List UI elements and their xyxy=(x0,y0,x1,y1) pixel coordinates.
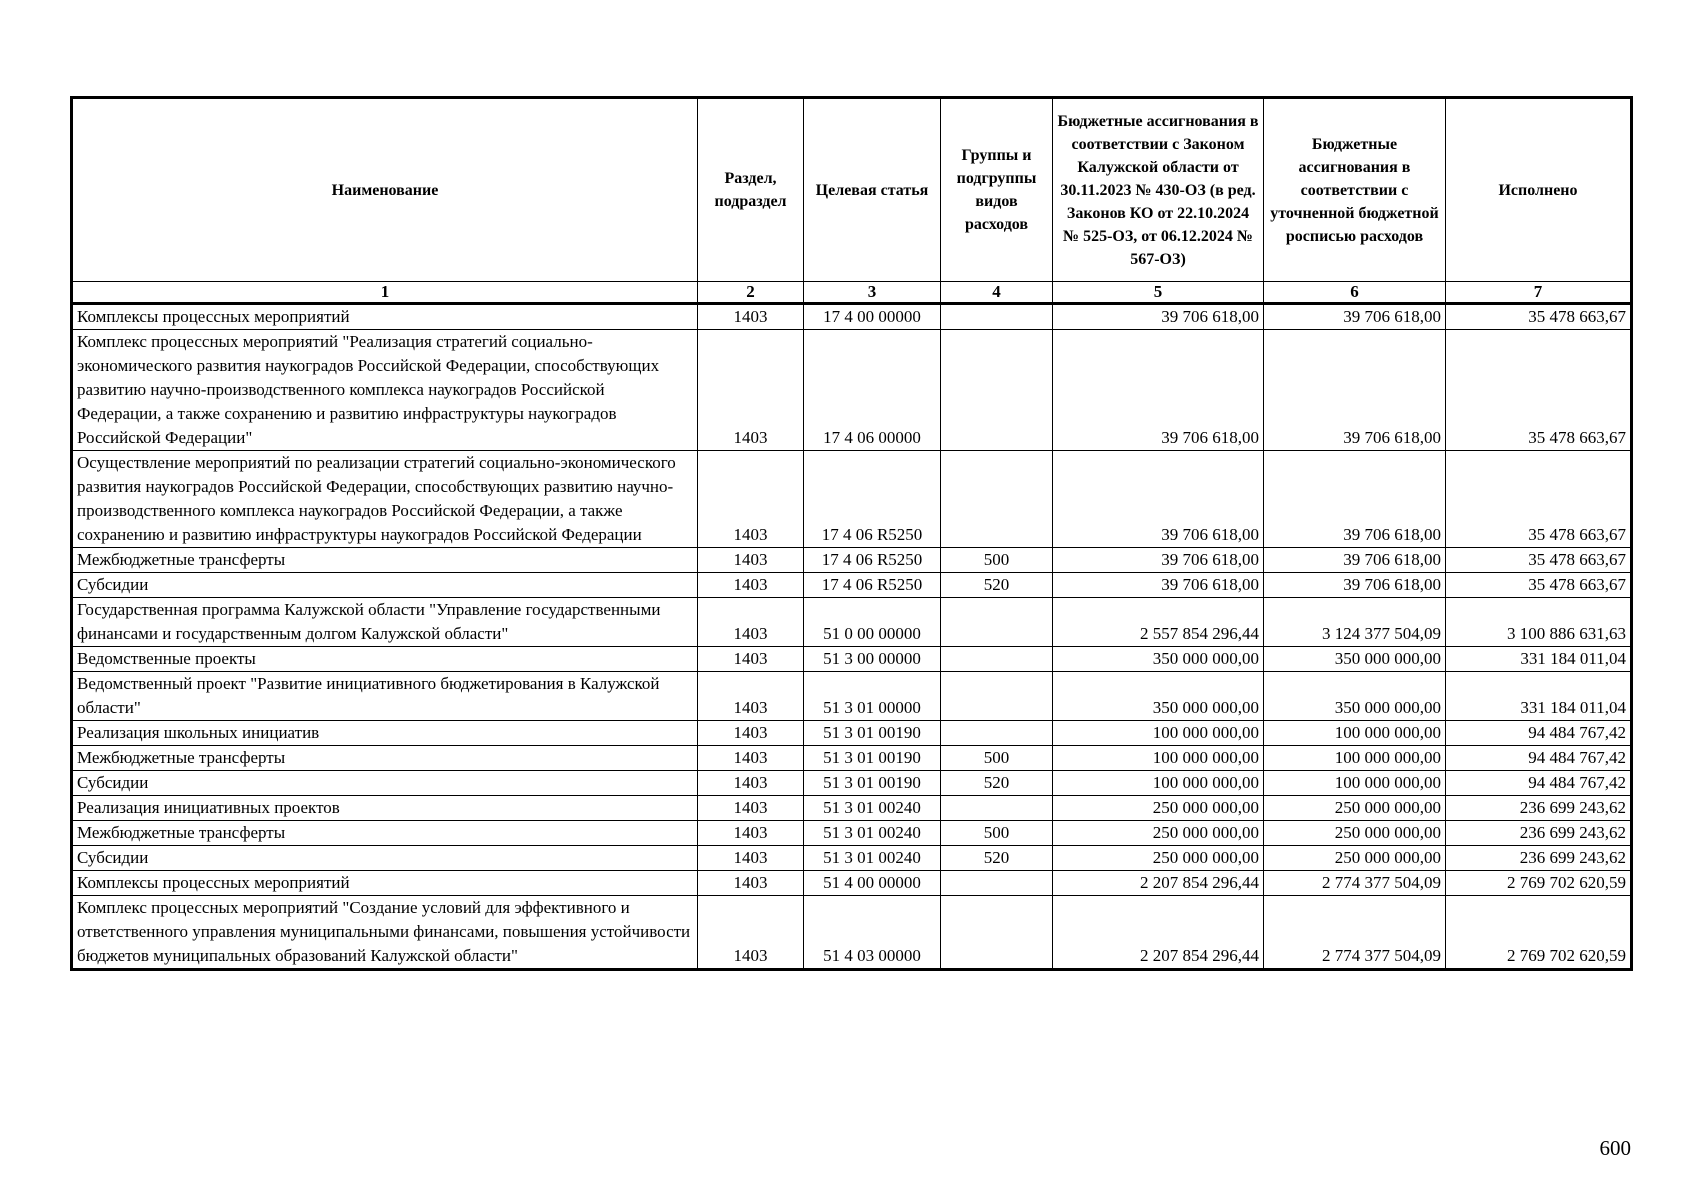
cell-ispolneno: 35 478 663,67 xyxy=(1446,548,1632,573)
cell-razdel: 1403 xyxy=(698,721,804,746)
table-row xyxy=(72,598,1632,647)
cell-celevaya-statya: 17 4 06 00000 xyxy=(804,330,941,451)
cell-ispolneno: 3 100 886 631,63 xyxy=(1446,598,1632,647)
cell-ispolneno: 94 484 767,42 xyxy=(1446,746,1632,771)
cell-razdel: 1403 xyxy=(698,796,804,821)
cell-budget-rospis: 3 124 377 504,09 xyxy=(1264,598,1446,647)
cell-budget-rospis: 2 774 377 504,09 xyxy=(1264,896,1446,970)
cell-celevaya-statya: 51 3 01 00240 xyxy=(804,821,941,846)
cell-ispolneno: 236 699 243,62 xyxy=(1446,821,1632,846)
cell-name: Межбюджетные трансферты xyxy=(72,746,698,771)
cell-celevaya-statya: 17 4 06 R5250 xyxy=(804,548,941,573)
cell-budget-law: 100 000 000,00 xyxy=(1053,746,1264,771)
cell-vid-rashodov: 520 xyxy=(941,573,1053,598)
cell-ispolneno: 35 478 663,67 xyxy=(1446,573,1632,598)
header-budget-law: Бюджетные ассигнования в соответствии с Законом Калужской области от 30.11.2023 № 430-ОЗ (в ред. Законов КО от 22.10.2024 № 525-ОЗ, от 06.12.2024 № 567-ОЗ) xyxy=(1053,98,1264,282)
cell-razdel: 1403 xyxy=(698,746,804,771)
cell-razdel: 1403 xyxy=(698,672,804,721)
cell-name: Реализация инициативных проектов xyxy=(72,796,698,821)
cell-vid-rashodov xyxy=(941,330,1053,451)
cell-vid-rashodov xyxy=(941,451,1053,548)
cell-budget-law: 250 000 000,00 xyxy=(1053,846,1264,871)
column-number: 4 xyxy=(941,282,1053,304)
cell-ispolneno: 94 484 767,42 xyxy=(1446,771,1632,796)
header-budget-rospis: Бюджетные ассигнования в соответствии с уточненной бюджетной росписью расходов xyxy=(1264,98,1446,282)
table-row xyxy=(72,330,1632,451)
table-row xyxy=(72,672,1632,721)
cell-budget-rospis: 250 000 000,00 xyxy=(1264,821,1446,846)
cell-budget-rospis: 39 706 618,00 xyxy=(1264,330,1446,451)
cell-vid-rashodov: 500 xyxy=(941,548,1053,573)
cell-budget-law: 2 557 854 296,44 xyxy=(1053,598,1264,647)
cell-vid-rashodov xyxy=(941,896,1053,970)
cell-vid-rashodov: 500 xyxy=(941,821,1053,846)
header-razdel: Раздел, подраздел xyxy=(698,98,804,282)
cell-name: Межбюджетные трансферты xyxy=(72,548,698,573)
column-number: 6 xyxy=(1264,282,1446,304)
cell-budget-law: 250 000 000,00 xyxy=(1053,796,1264,821)
column-number-row xyxy=(72,282,1632,304)
cell-razdel: 1403 xyxy=(698,846,804,871)
cell-name: Комплекс процессных мероприятий "Создание условий для эффективного и ответственного управления муниципальными финансами, повышения устойчивости бюджетов муниципальных образований Калужской области" xyxy=(72,896,698,970)
cell-razdel: 1403 xyxy=(698,573,804,598)
table-row xyxy=(72,846,1632,871)
cell-razdel: 1403 xyxy=(698,548,804,573)
cell-vid-rashodov xyxy=(941,672,1053,721)
header-ispolneno: Исполнено xyxy=(1446,98,1632,282)
budget-table xyxy=(70,96,1633,971)
cell-celevaya-statya: 51 3 01 00000 xyxy=(804,672,941,721)
cell-razdel: 1403 xyxy=(698,871,804,896)
cell-ispolneno: 35 478 663,67 xyxy=(1446,304,1632,330)
cell-celevaya-statya: 17 4 06 R5250 xyxy=(804,573,941,598)
cell-budget-rospis: 39 706 618,00 xyxy=(1264,548,1446,573)
cell-celevaya-statya: 51 4 00 00000 xyxy=(804,871,941,896)
cell-celevaya-statya: 51 3 01 00240 xyxy=(804,796,941,821)
cell-celevaya-statya: 51 4 03 00000 xyxy=(804,896,941,970)
cell-ispolneno: 94 484 767,42 xyxy=(1446,721,1632,746)
table-row xyxy=(72,548,1632,573)
cell-razdel: 1403 xyxy=(698,330,804,451)
page-number: 600 xyxy=(1599,1136,1631,1160)
cell-vid-rashodov: 520 xyxy=(941,771,1053,796)
header-row xyxy=(72,98,1632,282)
cell-budget-rospis: 39 706 618,00 xyxy=(1264,304,1446,330)
cell-celevaya-statya: 51 3 01 00190 xyxy=(804,721,941,746)
cell-budget-rospis: 100 000 000,00 xyxy=(1264,721,1446,746)
cell-name: Комплексы процессных мероприятий xyxy=(72,304,698,330)
cell-budget-law: 39 706 618,00 xyxy=(1053,330,1264,451)
cell-name: Ведомственный проект "Развитие инициативного бюджетирования в Калужской области" xyxy=(72,672,698,721)
column-number: 2 xyxy=(698,282,804,304)
cell-ispolneno: 35 478 663,67 xyxy=(1446,451,1632,548)
table-row xyxy=(72,796,1632,821)
table-row xyxy=(72,304,1632,330)
cell-budget-law: 250 000 000,00 xyxy=(1053,821,1264,846)
cell-vid-rashodov xyxy=(941,598,1053,647)
cell-budget-law: 100 000 000,00 xyxy=(1053,721,1264,746)
cell-vid-rashodov xyxy=(941,304,1053,330)
cell-budget-rospis: 39 706 618,00 xyxy=(1264,573,1446,598)
header-vid-rashodov: Группы и подгруппы видов расходов xyxy=(941,98,1053,282)
cell-celevaya-statya: 51 3 01 00190 xyxy=(804,771,941,796)
cell-ispolneno: 236 699 243,62 xyxy=(1446,796,1632,821)
cell-vid-rashodov: 500 xyxy=(941,746,1053,771)
cell-budget-law: 350 000 000,00 xyxy=(1053,672,1264,721)
cell-ispolneno: 35 478 663,67 xyxy=(1446,330,1632,451)
cell-name: Реализация школьных инициатив xyxy=(72,721,698,746)
cell-razdel: 1403 xyxy=(698,598,804,647)
cell-name: Комплексы процессных мероприятий xyxy=(72,871,698,896)
cell-budget-law: 2 207 854 296,44 xyxy=(1053,896,1264,970)
table-row xyxy=(72,896,1632,970)
cell-name: Субсидии xyxy=(72,573,698,598)
cell-budget-law: 100 000 000,00 xyxy=(1053,771,1264,796)
cell-budget-law: 39 706 618,00 xyxy=(1053,304,1264,330)
cell-ispolneno: 236 699 243,62 xyxy=(1446,846,1632,871)
cell-razdel: 1403 xyxy=(698,896,804,970)
cell-razdel: 1403 xyxy=(698,451,804,548)
cell-budget-rospis: 350 000 000,00 xyxy=(1264,647,1446,672)
cell-vid-rashodov xyxy=(941,796,1053,821)
cell-name: Государственная программа Калужской области "Управление государственными финансами и государственным долгом Калужской области" xyxy=(72,598,698,647)
cell-budget-rospis: 250 000 000,00 xyxy=(1264,846,1446,871)
table-row xyxy=(72,821,1632,846)
cell-celevaya-statya: 51 3 01 00190 xyxy=(804,746,941,771)
cell-celevaya-statya: 51 3 01 00240 xyxy=(804,846,941,871)
cell-budget-rospis: 2 774 377 504,09 xyxy=(1264,871,1446,896)
table-row xyxy=(72,647,1632,672)
column-number: 3 xyxy=(804,282,941,304)
cell-budget-rospis: 100 000 000,00 xyxy=(1264,771,1446,796)
cell-ispolneno: 2 769 702 620,59 xyxy=(1446,896,1632,970)
cell-name: Субсидии xyxy=(72,846,698,871)
cell-razdel: 1403 xyxy=(698,304,804,330)
column-number: 7 xyxy=(1446,282,1632,304)
cell-name: Осуществление мероприятий по реализации стратегий социально-экономического развития наукоградов Российской Федерации, способствующих развитию научно-производственного комплекса наукоградов Российской Федерации, а также сохранению и развитию инфраструктуры наукоградов Российской Федерации xyxy=(72,451,698,548)
table-row xyxy=(72,721,1632,746)
cell-ispolneno: 2 769 702 620,59 xyxy=(1446,871,1632,896)
header-celevaya-statya: Целевая статья xyxy=(804,98,941,282)
cell-budget-law: 2 207 854 296,44 xyxy=(1053,871,1264,896)
cell-ispolneno: 331 184 011,04 xyxy=(1446,647,1632,672)
table-row xyxy=(72,451,1632,548)
cell-name: Межбюджетные трансферты xyxy=(72,821,698,846)
cell-vid-rashodov: 520 xyxy=(941,846,1053,871)
cell-razdel: 1403 xyxy=(698,771,804,796)
header-name: Наименование xyxy=(72,98,698,282)
cell-vid-rashodov xyxy=(941,871,1053,896)
cell-budget-law: 350 000 000,00 xyxy=(1053,647,1264,672)
cell-budget-rospis: 39 706 618,00 xyxy=(1264,451,1446,548)
cell-celevaya-statya: 17 4 00 00000 xyxy=(804,304,941,330)
table-row xyxy=(72,573,1632,598)
cell-celevaya-statya: 51 3 00 00000 xyxy=(804,647,941,672)
cell-name: Ведомственные проекты xyxy=(72,647,698,672)
table-row xyxy=(72,871,1632,896)
table-row xyxy=(72,771,1632,796)
cell-budget-rospis: 100 000 000,00 xyxy=(1264,746,1446,771)
cell-budget-law: 39 706 618,00 xyxy=(1053,548,1264,573)
cell-budget-law: 39 706 618,00 xyxy=(1053,451,1264,548)
column-number: 5 xyxy=(1053,282,1264,304)
cell-name: Субсидии xyxy=(72,771,698,796)
cell-razdel: 1403 xyxy=(698,647,804,672)
cell-vid-rashodov xyxy=(941,721,1053,746)
cell-celevaya-statya: 51 0 00 00000 xyxy=(804,598,941,647)
table-row xyxy=(72,746,1632,771)
cell-budget-law: 39 706 618,00 xyxy=(1053,573,1264,598)
cell-vid-rashodov xyxy=(941,647,1053,672)
cell-budget-rospis: 250 000 000,00 xyxy=(1264,796,1446,821)
cell-celevaya-statya: 17 4 06 R5250 xyxy=(804,451,941,548)
cell-ispolneno: 331 184 011,04 xyxy=(1446,672,1632,721)
cell-name: Комплекс процессных мероприятий "Реализация стратегий социально-экономического развития наукоградов Российской Федерации, способствующих развитию научно-производственного комплекса наукоградов Российской Федерации, а также сохранению и развитию инфраструктуры наукоградов Российской Федерации" xyxy=(72,330,698,451)
cell-budget-rospis: 350 000 000,00 xyxy=(1264,672,1446,721)
cell-razdel: 1403 xyxy=(698,821,804,846)
column-number: 1 xyxy=(72,282,698,304)
